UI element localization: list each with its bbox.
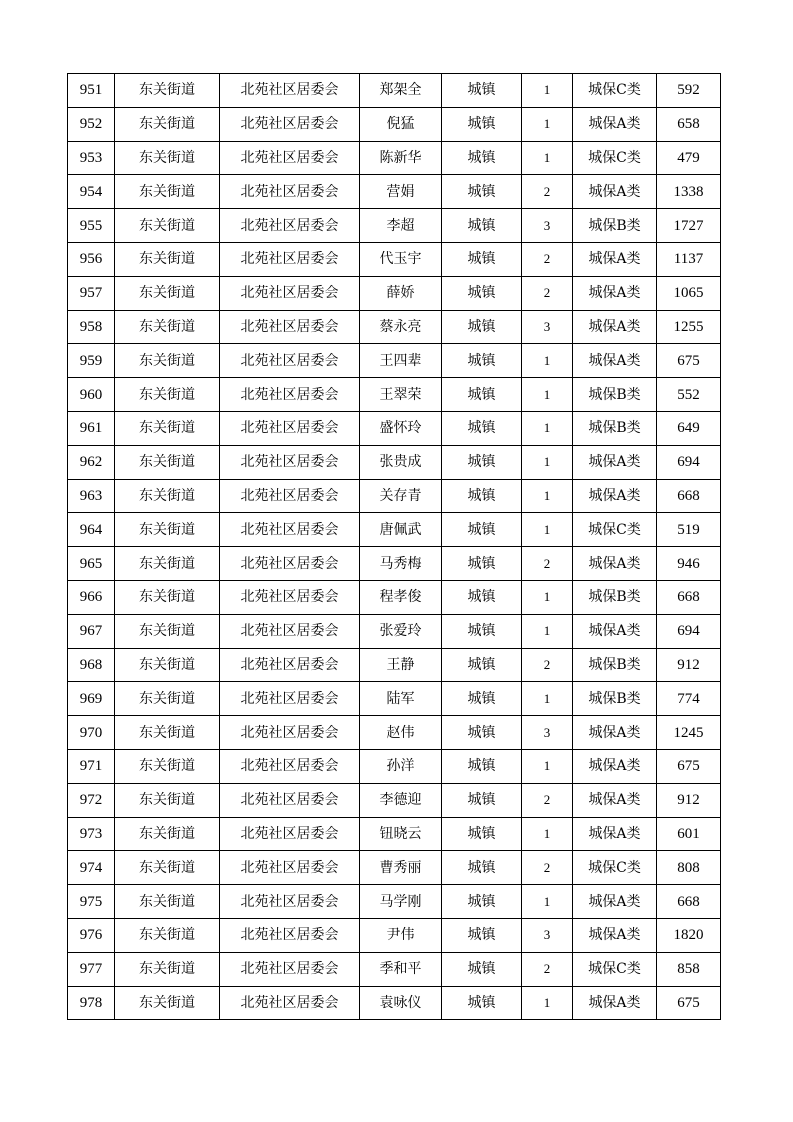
category-cell: 城保A类 bbox=[573, 716, 657, 750]
name-cell: 钮晓云 bbox=[360, 817, 442, 851]
serial-number-cell: 969 bbox=[68, 682, 115, 716]
amount-cell: 946 bbox=[657, 547, 721, 581]
amount-cell: 552 bbox=[657, 378, 721, 412]
street-cell: 东关街道 bbox=[115, 479, 220, 513]
household-type-cell: 城镇 bbox=[442, 513, 522, 547]
category-cell: 城保C类 bbox=[573, 141, 657, 175]
community-cell: 北苑社区居委会 bbox=[220, 175, 360, 209]
household-type-cell: 城镇 bbox=[442, 648, 522, 682]
category-cell: 城保A类 bbox=[573, 783, 657, 817]
category-cell: 城保A类 bbox=[573, 344, 657, 378]
table-row bbox=[68, 479, 721, 513]
person-count-cell: 1 bbox=[522, 682, 573, 716]
name-cell: 李德迎 bbox=[360, 783, 442, 817]
community-cell: 北苑社区居委会 bbox=[220, 614, 360, 648]
community-cell: 北苑社区居委会 bbox=[220, 242, 360, 276]
serial-number-cell: 967 bbox=[68, 614, 115, 648]
amount-cell: 519 bbox=[657, 513, 721, 547]
name-cell: 营娟 bbox=[360, 175, 442, 209]
serial-number-cell: 953 bbox=[68, 141, 115, 175]
category-cell: 城保C类 bbox=[573, 952, 657, 986]
category-cell: 城保B类 bbox=[573, 411, 657, 445]
serial-number-cell: 965 bbox=[68, 547, 115, 581]
category-cell: 城保A类 bbox=[573, 445, 657, 479]
community-cell: 北苑社区居委会 bbox=[220, 851, 360, 885]
table-row bbox=[68, 175, 721, 209]
street-cell: 东关街道 bbox=[115, 817, 220, 851]
street-cell: 东关街道 bbox=[115, 547, 220, 581]
person-count-cell: 1 bbox=[522, 513, 573, 547]
household-type-cell: 城镇 bbox=[442, 445, 522, 479]
street-cell: 东关街道 bbox=[115, 749, 220, 783]
person-count-cell: 2 bbox=[522, 242, 573, 276]
person-count-cell: 1 bbox=[522, 344, 573, 378]
table-row bbox=[68, 682, 721, 716]
person-count-cell: 1 bbox=[522, 445, 573, 479]
name-cell: 孙洋 bbox=[360, 749, 442, 783]
amount-cell: 1137 bbox=[657, 242, 721, 276]
person-count-cell: 1 bbox=[522, 986, 573, 1020]
category-cell: 城保A类 bbox=[573, 885, 657, 919]
serial-number-cell: 976 bbox=[68, 918, 115, 952]
person-count-cell: 1 bbox=[522, 817, 573, 851]
name-cell: 陆军 bbox=[360, 682, 442, 716]
name-cell: 季和平 bbox=[360, 952, 442, 986]
table-row bbox=[68, 378, 721, 412]
street-cell: 东关街道 bbox=[115, 580, 220, 614]
street-cell: 东关街道 bbox=[115, 986, 220, 1020]
street-cell: 东关街道 bbox=[115, 378, 220, 412]
table-row bbox=[68, 344, 721, 378]
household-type-cell: 城镇 bbox=[442, 547, 522, 581]
table-row bbox=[68, 209, 721, 243]
category-cell: 城保B类 bbox=[573, 209, 657, 243]
category-cell: 城保A类 bbox=[573, 918, 657, 952]
amount-cell: 774 bbox=[657, 682, 721, 716]
household-type-cell: 城镇 bbox=[442, 783, 522, 817]
household-type-cell: 城镇 bbox=[442, 242, 522, 276]
community-cell: 北苑社区居委会 bbox=[220, 682, 360, 716]
table-row bbox=[68, 580, 721, 614]
table-row bbox=[68, 614, 721, 648]
table-row bbox=[68, 851, 721, 885]
name-cell: 袁咏仪 bbox=[360, 986, 442, 1020]
data-table bbox=[67, 73, 721, 1020]
community-cell: 北苑社区居委会 bbox=[220, 716, 360, 750]
community-cell: 北苑社区居委会 bbox=[220, 411, 360, 445]
community-cell: 北苑社区居委会 bbox=[220, 74, 360, 108]
amount-cell: 912 bbox=[657, 783, 721, 817]
category-cell: 城保A类 bbox=[573, 242, 657, 276]
street-cell: 东关街道 bbox=[115, 614, 220, 648]
table-body bbox=[68, 74, 721, 1020]
table-row bbox=[68, 716, 721, 750]
category-cell: 城保A类 bbox=[573, 817, 657, 851]
community-cell: 北苑社区居委会 bbox=[220, 141, 360, 175]
community-cell: 北苑社区居委会 bbox=[220, 107, 360, 141]
amount-cell: 694 bbox=[657, 445, 721, 479]
street-cell: 东关街道 bbox=[115, 276, 220, 310]
serial-number-cell: 962 bbox=[68, 445, 115, 479]
table-row bbox=[68, 310, 721, 344]
person-count-cell: 1 bbox=[522, 74, 573, 108]
household-type-cell: 城镇 bbox=[442, 344, 522, 378]
table-row bbox=[68, 513, 721, 547]
serial-number-cell: 961 bbox=[68, 411, 115, 445]
street-cell: 东关街道 bbox=[115, 411, 220, 445]
street-cell: 东关街道 bbox=[115, 141, 220, 175]
serial-number-cell: 966 bbox=[68, 580, 115, 614]
name-cell: 赵伟 bbox=[360, 716, 442, 750]
household-type-cell: 城镇 bbox=[442, 175, 522, 209]
table-row bbox=[68, 783, 721, 817]
household-type-cell: 城镇 bbox=[442, 479, 522, 513]
name-cell: 王翠荣 bbox=[360, 378, 442, 412]
serial-number-cell: 974 bbox=[68, 851, 115, 885]
household-type-cell: 城镇 bbox=[442, 310, 522, 344]
amount-cell: 1820 bbox=[657, 918, 721, 952]
serial-number-cell: 959 bbox=[68, 344, 115, 378]
serial-number-cell: 972 bbox=[68, 783, 115, 817]
household-type-cell: 城镇 bbox=[442, 276, 522, 310]
household-type-cell: 城镇 bbox=[442, 682, 522, 716]
street-cell: 东关街道 bbox=[115, 783, 220, 817]
amount-cell: 1338 bbox=[657, 175, 721, 209]
person-count-cell: 1 bbox=[522, 479, 573, 513]
community-cell: 北苑社区居委会 bbox=[220, 310, 360, 344]
category-cell: 城保A类 bbox=[573, 276, 657, 310]
street-cell: 东关街道 bbox=[115, 310, 220, 344]
person-count-cell: 2 bbox=[522, 175, 573, 209]
amount-cell: 675 bbox=[657, 749, 721, 783]
amount-cell: 668 bbox=[657, 580, 721, 614]
serial-number-cell: 978 bbox=[68, 986, 115, 1020]
street-cell: 东关街道 bbox=[115, 716, 220, 750]
amount-cell: 1255 bbox=[657, 310, 721, 344]
person-count-cell: 2 bbox=[522, 648, 573, 682]
amount-cell: 649 bbox=[657, 411, 721, 445]
category-cell: 城保A类 bbox=[573, 547, 657, 581]
category-cell: 城保B类 bbox=[573, 378, 657, 412]
amount-cell: 675 bbox=[657, 344, 721, 378]
amount-cell: 479 bbox=[657, 141, 721, 175]
table-row bbox=[68, 242, 721, 276]
street-cell: 东关街道 bbox=[115, 885, 220, 919]
amount-cell: 858 bbox=[657, 952, 721, 986]
household-type-cell: 城镇 bbox=[442, 614, 522, 648]
amount-cell: 1065 bbox=[657, 276, 721, 310]
serial-number-cell: 952 bbox=[68, 107, 115, 141]
street-cell: 东关街道 bbox=[115, 344, 220, 378]
person-count-cell: 1 bbox=[522, 411, 573, 445]
table-row bbox=[68, 885, 721, 919]
table-row bbox=[68, 141, 721, 175]
serial-number-cell: 956 bbox=[68, 242, 115, 276]
person-count-cell: 3 bbox=[522, 918, 573, 952]
serial-number-cell: 968 bbox=[68, 648, 115, 682]
name-cell: 马秀梅 bbox=[360, 547, 442, 581]
person-count-cell: 1 bbox=[522, 749, 573, 783]
serial-number-cell: 964 bbox=[68, 513, 115, 547]
household-type-cell: 城镇 bbox=[442, 749, 522, 783]
table-row bbox=[68, 918, 721, 952]
community-cell: 北苑社区居委会 bbox=[220, 952, 360, 986]
community-cell: 北苑社区居委会 bbox=[220, 378, 360, 412]
name-cell: 郑架全 bbox=[360, 74, 442, 108]
community-cell: 北苑社区居委会 bbox=[220, 580, 360, 614]
person-count-cell: 2 bbox=[522, 547, 573, 581]
person-count-cell: 3 bbox=[522, 716, 573, 750]
household-type-cell: 城镇 bbox=[442, 918, 522, 952]
table-row bbox=[68, 648, 721, 682]
name-cell: 陈新华 bbox=[360, 141, 442, 175]
category-cell: 城保B类 bbox=[573, 682, 657, 716]
community-cell: 北苑社区居委会 bbox=[220, 513, 360, 547]
amount-cell: 668 bbox=[657, 885, 721, 919]
household-type-cell: 城镇 bbox=[442, 107, 522, 141]
category-cell: 城保A类 bbox=[573, 310, 657, 344]
person-count-cell: 2 bbox=[522, 952, 573, 986]
serial-number-cell: 958 bbox=[68, 310, 115, 344]
person-count-cell: 2 bbox=[522, 851, 573, 885]
street-cell: 东关街道 bbox=[115, 107, 220, 141]
household-type-cell: 城镇 bbox=[442, 411, 522, 445]
amount-cell: 912 bbox=[657, 648, 721, 682]
serial-number-cell: 954 bbox=[68, 175, 115, 209]
category-cell: 城保B类 bbox=[573, 580, 657, 614]
serial-number-cell: 957 bbox=[68, 276, 115, 310]
community-cell: 北苑社区居委会 bbox=[220, 344, 360, 378]
household-type-cell: 城镇 bbox=[442, 851, 522, 885]
amount-cell: 1727 bbox=[657, 209, 721, 243]
table-row bbox=[68, 817, 721, 851]
street-cell: 东关街道 bbox=[115, 918, 220, 952]
table-row bbox=[68, 445, 721, 479]
street-cell: 东关街道 bbox=[115, 74, 220, 108]
category-cell: 城保A类 bbox=[573, 614, 657, 648]
name-cell: 倪猛 bbox=[360, 107, 442, 141]
household-type-cell: 城镇 bbox=[442, 141, 522, 175]
category-cell: 城保B类 bbox=[573, 648, 657, 682]
table-row bbox=[68, 107, 721, 141]
serial-number-cell: 970 bbox=[68, 716, 115, 750]
community-cell: 北苑社区居委会 bbox=[220, 885, 360, 919]
name-cell: 蔡永亮 bbox=[360, 310, 442, 344]
person-count-cell: 2 bbox=[522, 276, 573, 310]
person-count-cell: 1 bbox=[522, 107, 573, 141]
table-row bbox=[68, 74, 721, 108]
household-type-cell: 城镇 bbox=[442, 952, 522, 986]
category-cell: 城保C类 bbox=[573, 513, 657, 547]
person-count-cell: 1 bbox=[522, 141, 573, 175]
amount-cell: 658 bbox=[657, 107, 721, 141]
amount-cell: 675 bbox=[657, 986, 721, 1020]
street-cell: 东关街道 bbox=[115, 242, 220, 276]
street-cell: 东关街道 bbox=[115, 175, 220, 209]
name-cell: 盛怀玲 bbox=[360, 411, 442, 445]
street-cell: 东关街道 bbox=[115, 513, 220, 547]
amount-cell: 694 bbox=[657, 614, 721, 648]
name-cell: 代玉宇 bbox=[360, 242, 442, 276]
name-cell: 张爱玲 bbox=[360, 614, 442, 648]
street-cell: 东关街道 bbox=[115, 682, 220, 716]
serial-number-cell: 960 bbox=[68, 378, 115, 412]
street-cell: 东关街道 bbox=[115, 209, 220, 243]
table-row bbox=[68, 411, 721, 445]
community-cell: 北苑社区居委会 bbox=[220, 479, 360, 513]
category-cell: 城保A类 bbox=[573, 479, 657, 513]
person-count-cell: 1 bbox=[522, 614, 573, 648]
name-cell: 关存青 bbox=[360, 479, 442, 513]
category-cell: 城保A类 bbox=[573, 749, 657, 783]
name-cell: 程孝俊 bbox=[360, 580, 442, 614]
community-cell: 北苑社区居委会 bbox=[220, 749, 360, 783]
street-cell: 东关街道 bbox=[115, 952, 220, 986]
street-cell: 东关街道 bbox=[115, 851, 220, 885]
person-count-cell: 1 bbox=[522, 378, 573, 412]
community-cell: 北苑社区居委会 bbox=[220, 209, 360, 243]
serial-number-cell: 955 bbox=[68, 209, 115, 243]
community-cell: 北苑社区居委会 bbox=[220, 918, 360, 952]
name-cell: 唐佩武 bbox=[360, 513, 442, 547]
household-type-cell: 城镇 bbox=[442, 74, 522, 108]
community-cell: 北苑社区居委会 bbox=[220, 817, 360, 851]
serial-number-cell: 975 bbox=[68, 885, 115, 919]
name-cell: 尹伟 bbox=[360, 918, 442, 952]
person-count-cell: 2 bbox=[522, 783, 573, 817]
category-cell: 城保A类 bbox=[573, 107, 657, 141]
person-count-cell: 1 bbox=[522, 885, 573, 919]
serial-number-cell: 971 bbox=[68, 749, 115, 783]
street-cell: 东关街道 bbox=[115, 445, 220, 479]
household-type-cell: 城镇 bbox=[442, 378, 522, 412]
table-row bbox=[68, 952, 721, 986]
community-cell: 北苑社区居委会 bbox=[220, 783, 360, 817]
community-cell: 北苑社区居委会 bbox=[220, 276, 360, 310]
name-cell: 薛娇 bbox=[360, 276, 442, 310]
person-count-cell: 1 bbox=[522, 580, 573, 614]
serial-number-cell: 977 bbox=[68, 952, 115, 986]
name-cell: 王静 bbox=[360, 648, 442, 682]
name-cell: 张贵成 bbox=[360, 445, 442, 479]
amount-cell: 808 bbox=[657, 851, 721, 885]
community-cell: 北苑社区居委会 bbox=[220, 648, 360, 682]
name-cell: 马学刚 bbox=[360, 885, 442, 919]
name-cell: 王四辈 bbox=[360, 344, 442, 378]
name-cell: 曹秀丽 bbox=[360, 851, 442, 885]
person-count-cell: 3 bbox=[522, 310, 573, 344]
category-cell: 城保A类 bbox=[573, 986, 657, 1020]
amount-cell: 592 bbox=[657, 74, 721, 108]
category-cell: 城保A类 bbox=[573, 175, 657, 209]
serial-number-cell: 973 bbox=[68, 817, 115, 851]
serial-number-cell: 951 bbox=[68, 74, 115, 108]
community-cell: 北苑社区居委会 bbox=[220, 986, 360, 1020]
table-row bbox=[68, 547, 721, 581]
community-cell: 北苑社区居委会 bbox=[220, 547, 360, 581]
person-count-cell: 3 bbox=[522, 209, 573, 243]
household-type-cell: 城镇 bbox=[442, 986, 522, 1020]
amount-cell: 668 bbox=[657, 479, 721, 513]
amount-cell: 1245 bbox=[657, 716, 721, 750]
table-row bbox=[68, 276, 721, 310]
household-type-cell: 城镇 bbox=[442, 885, 522, 919]
community-cell: 北苑社区居委会 bbox=[220, 445, 360, 479]
table-row bbox=[68, 749, 721, 783]
name-cell: 李超 bbox=[360, 209, 442, 243]
street-cell: 东关街道 bbox=[115, 648, 220, 682]
household-type-cell: 城镇 bbox=[442, 209, 522, 243]
category-cell: 城保C类 bbox=[573, 74, 657, 108]
household-type-cell: 城镇 bbox=[442, 716, 522, 750]
serial-number-cell: 963 bbox=[68, 479, 115, 513]
category-cell: 城保C类 bbox=[573, 851, 657, 885]
household-type-cell: 城镇 bbox=[442, 817, 522, 851]
table-row bbox=[68, 986, 721, 1020]
amount-cell: 601 bbox=[657, 817, 721, 851]
household-type-cell: 城镇 bbox=[442, 580, 522, 614]
